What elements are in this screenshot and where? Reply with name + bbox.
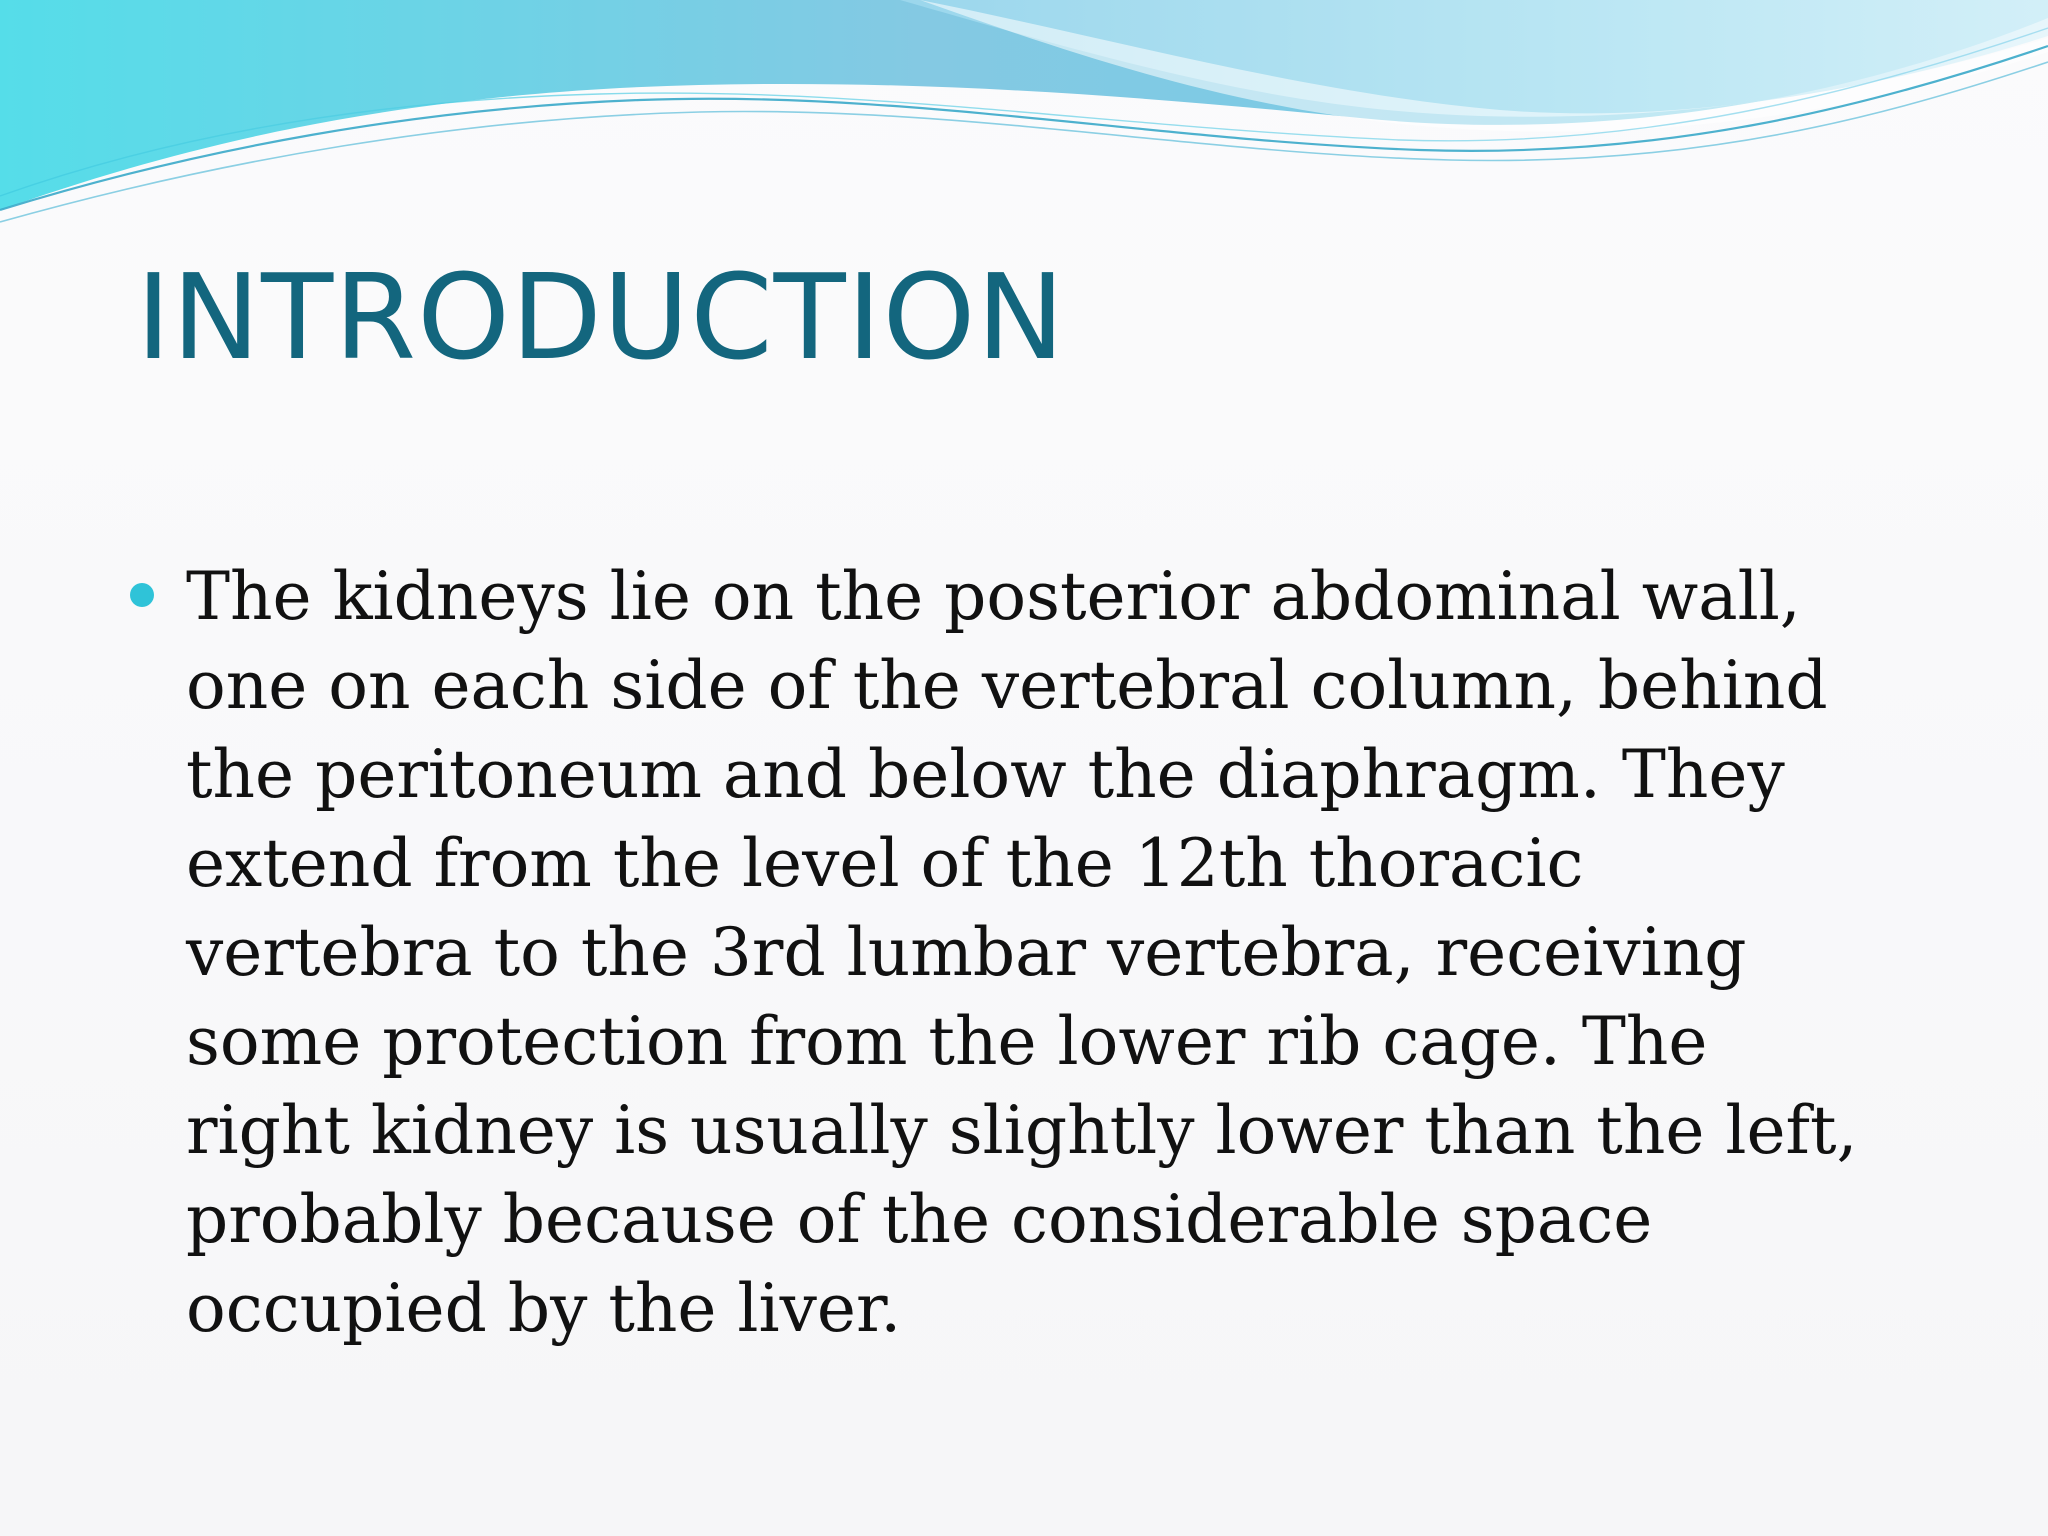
wave-decoration (0, 0, 2048, 240)
bullet-item (128, 552, 1888, 1353)
bullet-text: The kidneys lie on the posterior abdominal wall, one on each side of the vertebral column, behind the peritoneum and below the diaphragm. They extend from the level of the 12th thoracic vertebra to the 3rd lumbar vertebra, receiving some protection from the lower rib cage. The right kidney is usually slightly lower than the left, probably because of the considerable space occupied by the liver. (186, 558, 1858, 1347)
slide-title: INTRODUCTION (136, 248, 1066, 386)
bullet-list (128, 552, 1888, 1353)
bullet-dot-icon (130, 583, 154, 607)
